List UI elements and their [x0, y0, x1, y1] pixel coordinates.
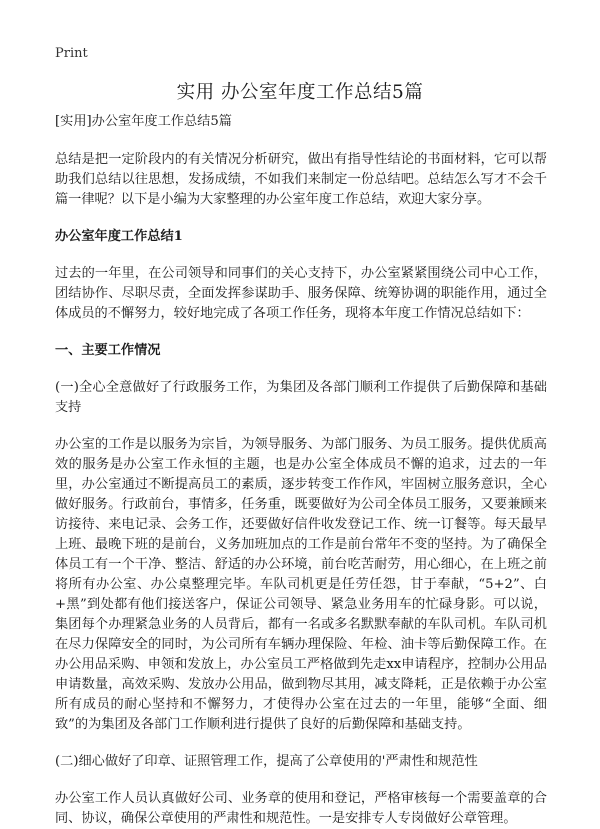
item-heading: (二)细心做好了印章、证照管理工作，提高了公章使用的'严肃性和规范性 — [55, 754, 478, 769]
main-work-heading: 一、主要工作情况 — [55, 343, 161, 358]
print-link[interactable]: Print — [55, 46, 88, 61]
document-title: 实用 办公室年度工作总结5篇 — [176, 82, 424, 103]
item-heading: (一)全心全意做好了行政服务工作，为集团及各部门顺利工作提供了后勤保障和基础支持 — [55, 380, 547, 415]
section-paragraph: 过去的一年里，在公司领导和同事们的关心支持下，办公室紧紧围绕公司中心工作，团结协作、尽职尽责，全面发挥参谋助手、服务保障、统筹协调的职能作用，通过全体成员的不懈努力，较好地完成了各项工作任务，现将本年度工作情况总结如下： — [55, 266, 547, 321]
item-body: 办公室的工作是以服务为宗旨，为领导服务、为部门服务、为员工服务。提供优质高效的服务是办公室工作永恒的主题，也是办公室全体成员不懈的追求，过去的一年里，办公室通过不断提高员工的素质，逐步转变工作作风，牢固树立服务意识，全心做好服务。行政前台，事情多，任务重，既要做好为公司全体员工服务，又要兼顾来访接待、来电记录、会务工作，还要做好信件收发登记工作、统一订餐等。每天最早上班、最晚下班的是前台，义务加班加点的工作是前台常年不变的坚持。为了确保全体员工有一个干净、整洁、舒适的办公环境，前台吃苦耐劳，用心细心，在上班之前将所有办公室、办公桌整理完毕。车队司机更是任劳任怨，甘于奉献，“5+2”、白+黑”到处都有他们接送客户，保证公司领导、紧急业务用车的忙碌身影。可以说，集团每个办理紧急业务的人员背后，都有一名或多名默默奉献的车队司机。车队司机在尽力保障安全的同时，为公司所有车辆办理保险、年检、油卡等后勤保障工作。在办公用品采购、申领和发放上，办公室员工严格做到先走xx申请程序，控制办公用品申请数量，高效采购、发放办公用品，做到物尽其用，减支降耗，正是依赖于办公室所有成员的耐心坚持和不懈努力，才使得办公室在过去的一年里，能够“全面、细致”的为集团及各部门工作顺利进行提供了良好的后勤保障和基础支持。 — [55, 437, 547, 732]
item-body: 办公室工作人员认真做好公司、业务章的使用和登记，严格审核每一个需要盖章的合同、协议，确保公章使用的严肃性和规范性。一是安排专人专岗做好公章管理。 — [55, 791, 547, 826]
document-body — [55, 110, 547, 829]
intro-paragraph: 总结是把一定阶段内的有关情况分析研究，做出有指导性结论的书面材料，它可以帮助我们总结以往思想，发扬成绩，不如我们来制定一份总结吧。总结怎么写才不会千篇一律呢？以下是小编为大家整理的办公室年度工作总结，欢迎大家分享。 — [55, 152, 547, 207]
subtitle: [实用]办公室年度工作总结5篇 — [55, 114, 232, 129]
section-heading: 办公室年度工作总结1 — [55, 229, 183, 244]
